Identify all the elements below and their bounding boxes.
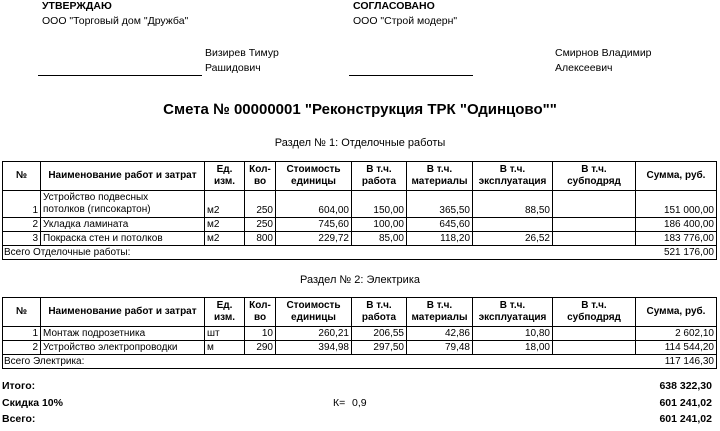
col-header-exploit: В т.ч. эксплуатация — [473, 298, 553, 327]
approve-person-line1: Визирев Тимур — [205, 47, 279, 59]
row-exploit: 10,80 — [473, 327, 553, 341]
row-sub — [553, 218, 636, 232]
col-header-sum: Сумма, руб. — [636, 298, 717, 327]
col-header-price: Стоимость единицы — [276, 162, 352, 191]
col-header-qty: Кол-во — [245, 298, 276, 327]
approve-signature-line — [38, 75, 202, 76]
row-sum: 183 776,00 — [636, 232, 717, 246]
agree-person-line1: Смирнов Владимир — [555, 47, 652, 59]
col-header-name: Наименование работ и затрат — [41, 298, 205, 327]
agree-org: ООО "Строй модерн" — [353, 15, 458, 27]
row-name-line2: потолков (гипсокартон) — [43, 204, 151, 215]
col-header-sum: Сумма, руб. — [636, 162, 717, 191]
col-header-exploit: В т.ч. эксплуатация — [473, 162, 553, 191]
discount-label: Скидка 10% — [2, 397, 63, 409]
row-qty: 250 — [245, 218, 276, 232]
itogo-value: 638 322,30 — [659, 380, 712, 392]
col-header-num: № — [3, 162, 41, 191]
row-name: Покраска стен и потолков — [41, 232, 205, 246]
row-qty: 10 — [245, 327, 276, 341]
row-materials: 79,48 — [407, 341, 473, 355]
row-exploit: 26,52 — [473, 232, 553, 246]
row-work: 206,55 — [352, 327, 407, 341]
row-exploit: 88,50 — [473, 191, 553, 218]
section-total-row — [3, 355, 717, 369]
agree-person-line2: Алексеевич — [555, 62, 613, 74]
table-row — [3, 232, 717, 246]
row-sum: 114 544,20 — [636, 341, 717, 355]
row-price: 604,00 — [276, 191, 352, 218]
row-sum: 151 000,00 — [636, 191, 717, 218]
agree-signature-line — [349, 75, 473, 76]
table-row — [3, 218, 717, 232]
section-2-title: Раздел № 2: Электрика — [300, 274, 420, 286]
row-price: 260,21 — [276, 327, 352, 341]
section-total-value: 521 176,00 — [636, 246, 717, 260]
total-value: 601 241,02 — [659, 413, 712, 425]
estimate-title: Смета № 00000001 "Реконструкция ТРК "Одинцово"" — [163, 101, 557, 118]
row-name-line1: Устройство подвесных — [43, 192, 149, 203]
col-header-unit: Ед. изм. — [205, 298, 245, 327]
row-unit: шт — [205, 327, 245, 341]
section-1-title: Раздел № 1: Отделочные работы — [274, 137, 446, 149]
row-unit: м — [205, 341, 245, 355]
row-num: 3 — [3, 232, 41, 246]
row-num: 2 — [3, 218, 41, 232]
row-work: 100,00 — [352, 218, 407, 232]
discount-value: 601 241,02 — [659, 397, 712, 409]
section-total-label: Всего Отделочные работы: — [3, 246, 636, 260]
row-sub — [553, 191, 636, 218]
k-label: К= — [333, 397, 346, 409]
row-name: Укладка ламината — [41, 218, 205, 232]
row-sum: 186 400,00 — [636, 218, 717, 232]
row-price: 745,60 — [276, 218, 352, 232]
col-header-materials: В т.ч. материалы — [407, 298, 473, 327]
row-num: 2 — [3, 341, 41, 355]
row-work: 150,00 — [352, 191, 407, 218]
row-sub — [553, 327, 636, 341]
row-qty: 800 — [245, 232, 276, 246]
col-header-name: Наименование работ и затрат — [41, 162, 205, 191]
itogo-label: Итого: — [2, 380, 36, 392]
table-header-row — [3, 162, 717, 191]
col-header-num: № — [3, 298, 41, 327]
row-exploit — [473, 218, 553, 232]
approve-org: ООО "Торговый дом "Дружба" — [42, 15, 189, 27]
row-price: 229,72 — [276, 232, 352, 246]
approve-label: УТВЕРЖДАЮ — [42, 0, 112, 12]
row-qty: 250 — [245, 191, 276, 218]
col-header-qty: Кол-во — [245, 162, 276, 191]
section-total-value: 117 146,30 — [636, 355, 717, 369]
col-header-work: В т.ч. работа — [352, 298, 407, 327]
row-work: 297,50 — [352, 341, 407, 355]
row-price: 394,98 — [276, 341, 352, 355]
approve-person-line2: Рашидович — [205, 62, 261, 74]
section-1-table — [2, 161, 717, 260]
row-work: 85,00 — [352, 232, 407, 246]
col-header-unit: Ед. изм. — [205, 162, 245, 191]
section-2-table — [2, 297, 717, 369]
k-value: 0,9 — [352, 397, 367, 409]
table-row — [3, 327, 717, 341]
col-header-sub: В т.ч. субподряд — [553, 162, 636, 191]
col-header-work: В т.ч. работа — [352, 162, 407, 191]
row-materials: 645,60 — [407, 218, 473, 232]
row-unit: м2 — [205, 218, 245, 232]
row-num: 1 — [3, 191, 41, 218]
section-total-label: Всего Электрика: — [3, 355, 636, 369]
col-header-price: Стоимость единицы — [276, 298, 352, 327]
row-name: Монтаж подрозетника — [41, 327, 205, 341]
row-materials: 118,20 — [407, 232, 473, 246]
row-name: Устройство электропроводки — [41, 341, 205, 355]
row-name — [41, 191, 205, 218]
row-unit: м2 — [205, 232, 245, 246]
row-sub — [553, 232, 636, 246]
col-header-sub: В т.ч. субподряд — [553, 298, 636, 327]
row-num: 1 — [3, 327, 41, 341]
row-sub — [553, 341, 636, 355]
row-sum: 2 602,10 — [636, 327, 717, 341]
row-materials: 365,50 — [407, 191, 473, 218]
total-label: Всего: — [2, 413, 36, 425]
agree-label: СОГЛАСОВАНО — [353, 0, 435, 12]
row-materials: 42,86 — [407, 327, 473, 341]
row-exploit: 18,00 — [473, 341, 553, 355]
table-row — [3, 191, 717, 218]
row-qty: 290 — [245, 341, 276, 355]
row-unit: м2 — [205, 191, 245, 218]
section-total-row — [3, 246, 717, 260]
table-header-row — [3, 298, 717, 327]
col-header-materials: В т.ч. материалы — [407, 162, 473, 191]
table-row — [3, 341, 717, 355]
